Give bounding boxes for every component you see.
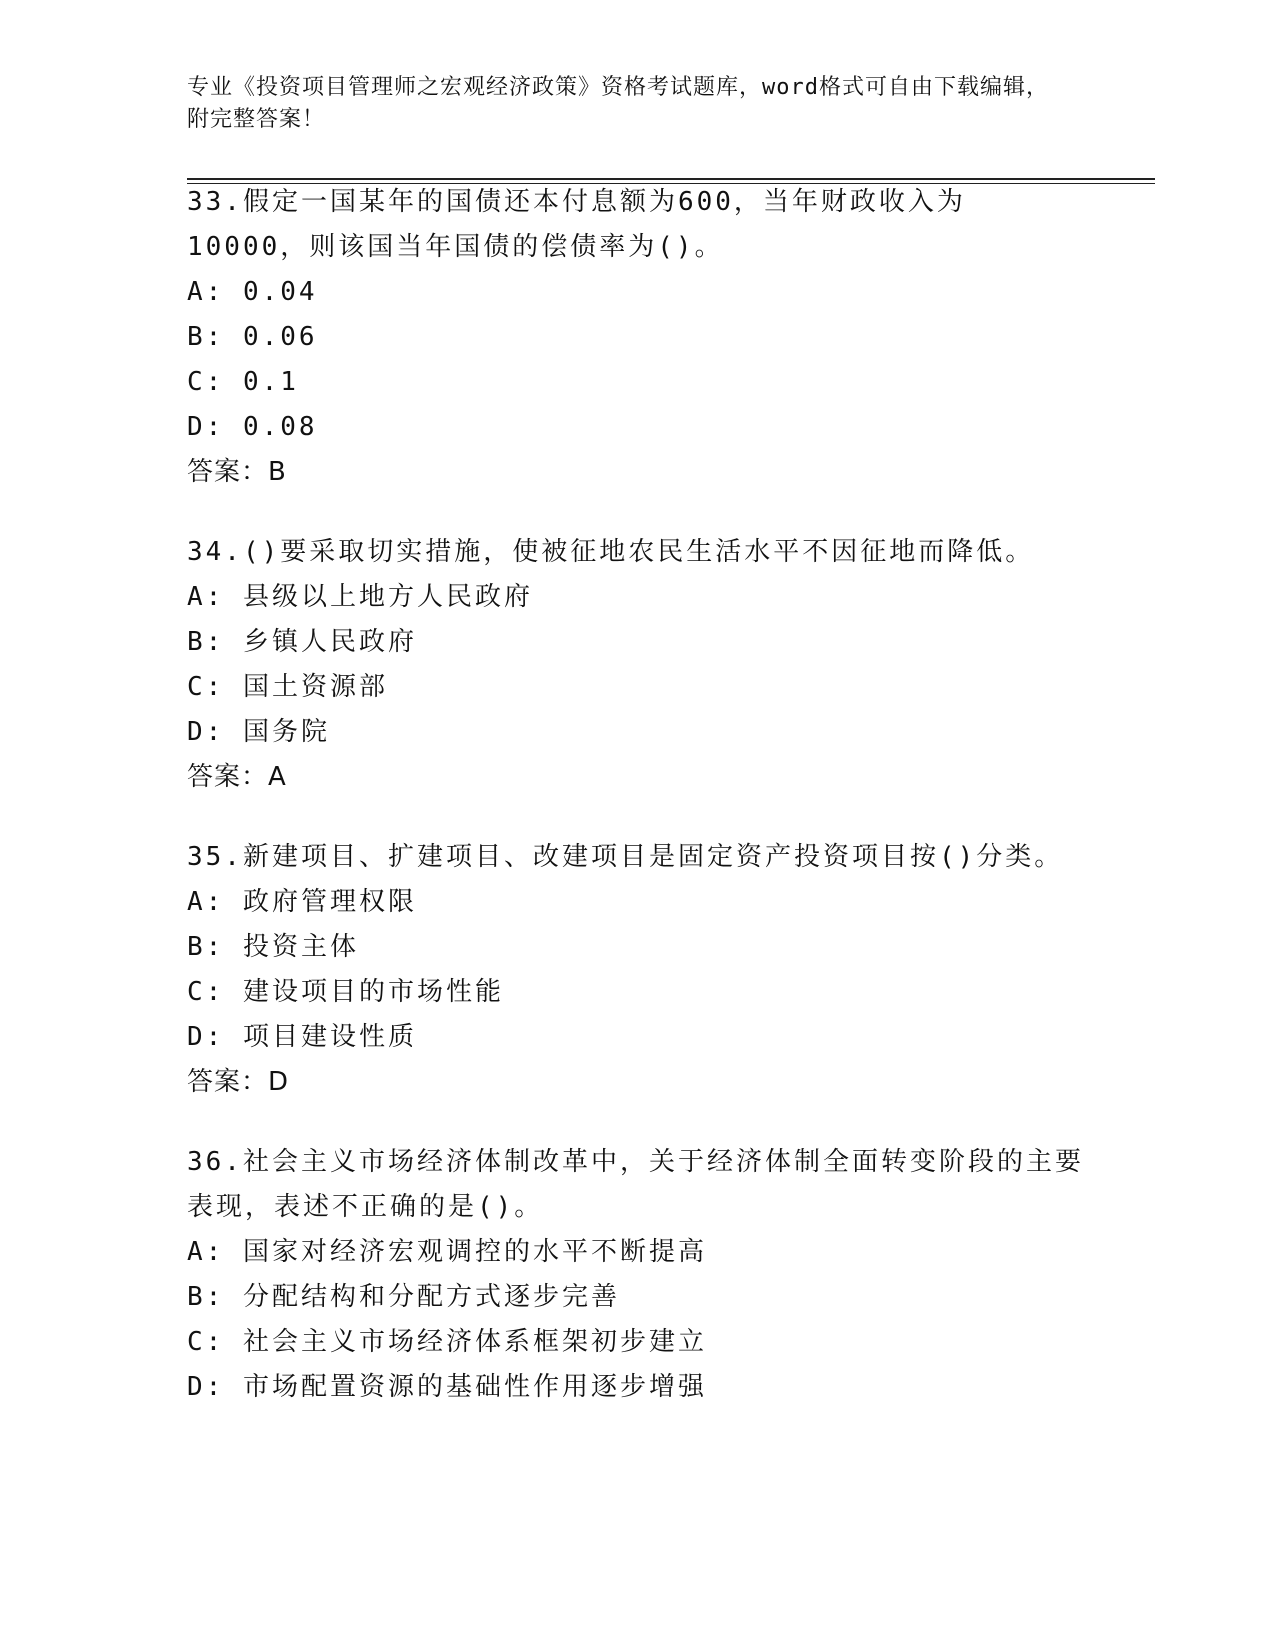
option-b: B: 0.06 bbox=[187, 322, 318, 352]
option-d: D: 0.08 bbox=[187, 412, 318, 442]
question-35 bbox=[187, 835, 1087, 1105]
option-b: B: 投资主体 bbox=[187, 932, 359, 962]
question-stem: 35.新建项目、扩建项目、改建项目是固定资产投资项目按()分类。 bbox=[187, 842, 1064, 872]
option-d: D: 项目建设性质 bbox=[187, 1022, 417, 1052]
answer-label: 答案：B bbox=[187, 457, 287, 487]
option-d: D: 市场配置资源的基础性作用逐步增强 bbox=[187, 1372, 707, 1402]
option-a: A: 政府管理权限 bbox=[187, 887, 417, 917]
question-stem: 36.社会主义市场经济体制改革中，关于经济体制全面转变阶段的主要表现，表述不正确的是()。 bbox=[187, 1147, 1084, 1222]
option-d: D: 国务院 bbox=[187, 717, 330, 747]
question-34 bbox=[187, 530, 1087, 800]
option-c: C: 国土资源部 bbox=[187, 672, 388, 702]
option-c: C: 社会主义市场经济体系框架初步建立 bbox=[187, 1327, 707, 1357]
question-36 bbox=[187, 1140, 1087, 1410]
option-c: C: 0.1 bbox=[187, 367, 299, 397]
question-33 bbox=[187, 180, 1087, 495]
question-stem: 34.()要采取切实措施，使被征地农民生活水平不因征地而降低。 bbox=[187, 537, 1035, 567]
document-header-intro: 专业《投资项目管理师之宏观经济政策》资格考试题库，word格式可自由下载编辑，附完整答案！ bbox=[187, 75, 1049, 132]
option-a: A: 县级以上地方人民政府 bbox=[187, 582, 533, 612]
option-b: B: 分配结构和分配方式逐步完善 bbox=[187, 1282, 620, 1312]
option-a: A: 0.04 bbox=[187, 277, 318, 307]
question-stem: 33.假定一国某年的国债还本付息额为600，当年财政收入为10000，则该国当年国债的偿债率为()。 bbox=[187, 187, 966, 262]
option-c: C: 建设项目的市场性能 bbox=[187, 977, 504, 1007]
answer-label: 答案：D bbox=[187, 1067, 290, 1097]
answer-label: 答案：A bbox=[187, 762, 287, 792]
option-a: A: 国家对经济宏观调控的水平不断提高 bbox=[187, 1237, 707, 1267]
option-b: B: 乡镇人民政府 bbox=[187, 627, 417, 657]
